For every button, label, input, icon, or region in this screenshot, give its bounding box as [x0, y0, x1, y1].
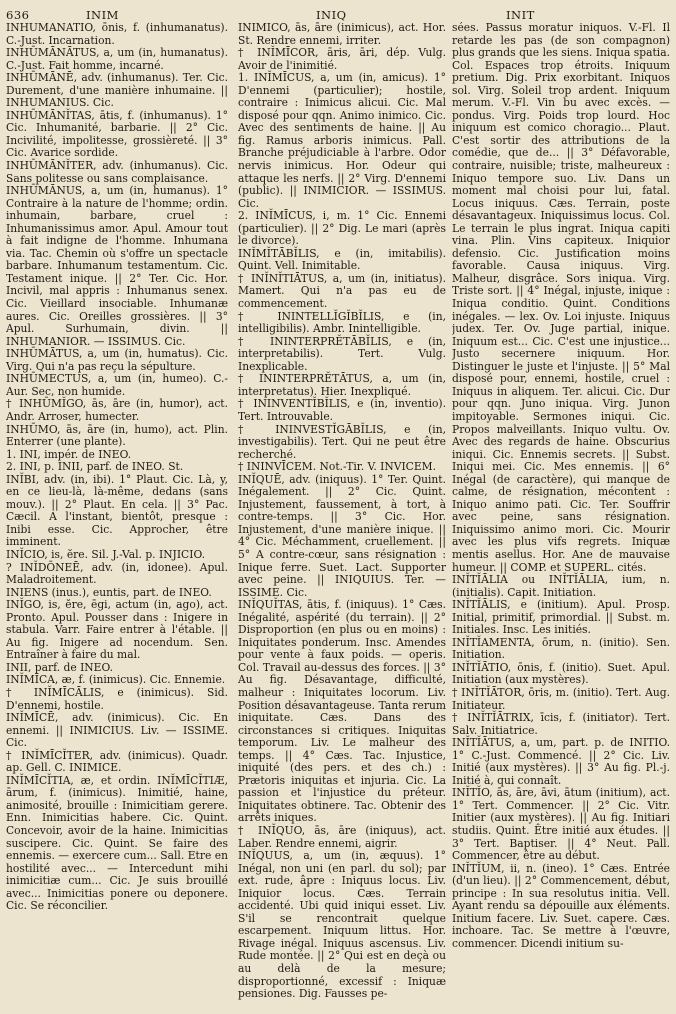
dictionary-entry: INIENS (inus.), euntis, part. de INEO.	[6, 585, 212, 599]
dictionary-entry: INHŪMĀNĀTUS, a, um (in, humanatus). C.-Just. Fait homme, incarné.	[6, 46, 228, 72]
dictionary-entry: † INHŪMĬGO, ās, āre (in, humor), act. Andr. Arroser, humecter.	[6, 397, 228, 423]
dictionary-entry: INĬGO, is, ĕre, ēgi, actum (in, ago), act. Pronto. Apul. Pousser dans : Inigere in stabula. Varr. Faire entrer à l'étable. || Au fig. Inigere ad nocendum. Sen. Entraîner à faire du mal.	[6, 598, 228, 662]
dictionary-entry: INĬBI, adv. (in, ibi). 1° Plaut. Cic. Là, y, en ce lieu-là, là-même, dedans (sans mouv.). || 2° Plaut. En cela. || 3° Pac. Cæcil. A l'instant, bientôt, presque : Inibi esse. Cic. Approcher, être imminent.	[6, 472, 228, 549]
dictionary-entry: INĬTĬAMENTA, ōrum, n. (initio). Sen. Initiation.	[452, 635, 670, 662]
column-right	[452, 22, 670, 1010]
dictionary-entry: INĬQUĬTAS, ātis, f. (iniquus). 1° Cæs. Inégalité, aspérité (du terrain). || 2° Disproportion (en plus ou en moins) : Iniquitates ponderum. Insc. Amendes pour vente à faux poids. — operis. Col. Travail au-dessus des forces. || 3° Au fig. Désavantage, difficulté, malheur : Iniquitates locorum. Liv. Position désavantageuse. Tanta rerum iniquitate. Cæs. Dans des circonstances si critiques. Iniquitas temporum. Liv. Le malheur des temps. || 4° Cæs. Tac. Injustice, iniquité (des pers. et des ch.) : Prætoris iniquitas et injuria. Cic. La passion et l'injustice du préteur. Iniquitates obtinere. Tac. Obtenir des arrêts iniques.	[238, 598, 446, 825]
dictionary-entry: † ININTERPRĔTĀTUS, a, um (in, interpretatus). Hier. Inexpliqué.	[238, 372, 446, 398]
dictionary-entry: † INĬTĬĀTOR, ōris, m. (initio). Tert. Aug. Initiateur.	[452, 685, 670, 712]
column-left	[6, 22, 228, 1010]
dictionary-entry: INĬQUĒ, adv. (iniquus). 1° Ter. Quint. Inégalement. || 2° Cic. Quint. Injustement, faussement, à tort, à contre-temps. || 3° Cic. Hor. Injustement, d'une manière inique. || 4° Cic. Méchamment, cruellement. || 5° A contre-cœur, sans résignation : Inique ferre. Suet. Lact. Supporter avec peine. || INIQUIUS. Ter. — ISSIME. Cic.	[238, 472, 446, 599]
dictionary-entry: 1. INI, impér. de INEO.	[6, 447, 132, 461]
dictionary-entry: INHŪMĀNUS, a, um (in, humanus). 1° Contraire à la nature de l'homme; ordin. inhumain, barbare, cruel : Inhumanissimus amor. Apul. Amour tout à fait indigne de l'homme. Inhumana via. Tac. Chemin où s'offre un spectacle barbare. Inhumanum testamentum. Cic. Testament inique. || 2° Ter. Cic. Hor. Incivil, mal appris : Inhumanus senex. Cic. Vieillard insociable. Inhumanæ aures. Cic. Oreilles grossières. || 3° Apul. Surhumain, divin. || INHUMANIOR. — ISSIMUS. Cic.	[6, 184, 228, 348]
dictionary-entry: INĬTĬĀLIS, e (initium). Apul. Prosp. Initial, primitif, primordial. || Subst. m. Initiales. Insc. Les initiés.	[452, 598, 670, 637]
dictionary-entry: INHŪMĀNĒ, adv. (inhumanus). Ter. Cic. Durement, d'une manière inhumaine. || INHUMANIUS. Cic.	[6, 71, 228, 110]
dictionary-entry: INHŪMĀNĬTER, adv. (inhumanus). Cic. Sans politesse ou sans complaisance.	[6, 159, 228, 185]
page-header	[0, 0, 676, 22]
dictionary-entry: 2. INI, p. INII, parf. de INEO. St.	[6, 460, 184, 474]
dictionary-entry: † ININVENTĬBĬLIS, e (in, inventio). Tert. Introuvable.	[238, 397, 446, 423]
dictionary-entry: sées. Passus moratur iniquos. V.-Fl. Il retarde les pas (de son compagnon) plus grands que les siens. Iniqua spatia. Col. Espaces trop étroits. Iniquum pretium. Dig. Prix exorbitant. Iniquos sol. Virg. Soleil trop ardent. Iniquum merum. V.-Fl. Vin bu avec excès. — pondus. Virg. Poids trop lourd. Hoc iniquum est comico choragio... Plaut. C'est sortir des attributions de la comédie, que de... || 3° Défavorable, contraire, nuisible; triste, malheureux : Iniquo tempore suo. Liv. Dans un moment mal choisi pour lui, fatal. Locus iniquus. Cæs. Terrain, poste désavantageux. Iniquissimus locus. Col. Le terrain le plus ingrat. Iniqua capiti vina. Plin. Vins capiteux. Iniquior defensio. Cic. Justification moins favorable. Causa iniquus. Virg. Malheur, disgrâce. Sors iniqua. Virg. Triste sort. || 4° Inégal, injuste, inique : Iniqua conditio. Quint. Conditions inégales. — lex. Ov. Loi injuste. Iniquus judex. Ter. Ov. Juge partial, inique. Iniquum est... Cic. C'est une injustice... Justo secernere iniquum. Hor. Distinguer le juste et l'injuste. || 5° Mal disposé pour, ennemi, hostile, cruel : Iniquus in aliquem. Ter. alicui. Cic. Dur pour qqn. Juno iniqua. Virg. Junon impitoyable. Sermones iniqui. Cic. Propos malveillants. Iniquo vultu. Ov. Avec des regards de haine. Obscurius iniqui. Cic. Ennemis secrets. || Subst. Iniqui mei. Cic. Mes ennemis. || 6° Inégal (de caractère), qui manque de calme, de résignation, mécontent : Iniquo animo pati. Cic. Ter. Souffrir avec peine, sans résignation. Iniquissimo animo mori. Cic. Mourir avec les plus vifs regrets. Iniquæ mentis asellus. Hor. Ane de mauvaise humeur. || COMP. et SUPERL. cités.	[452, 22, 670, 574]
page-number: 636	[6, 8, 30, 22]
dictionary-entry: INĬTĬO, ās, āre, āvi, ātum (initium), act. 1° Tert. Commencer. || 2° Cic. Vitr. Initier (aux mystères). || Au fig. Initiari studiis. Quint. Être initié aux études. || 3° Tert. Baptiser. || 4° Neut. Pall. Commencer, être au début.	[452, 786, 670, 863]
dictionary-entry: INĬMĪCĒ, adv. (inimicus). Cic. En ennemi. || INIMICIUS. Liv. — ISSIME. Cic.	[6, 711, 228, 750]
dictionary-entry: INHŪMO, ās, āre (in, humo), act. Plin. Enterrer (une plante).	[6, 422, 228, 449]
dictionary-entry: INHŪMECTUS, a, um (in, humeo). C.-Aur. Sec, non humide.	[6, 372, 228, 398]
dictionary-entry: † INĬMĪCĀLIS, e (inimicus). Sid. D'ennemi, hostile.	[6, 685, 228, 712]
dictionary-entry: † INĬTĬĀTRIX, īcis, f. (initiator). Tert. Salv. Initiatrice.	[452, 711, 670, 737]
dictionary-entry: 1. INĬMĪCUS, a, um (in, amicus). 1° D'ennemi (particulier); hostile, contraire : Inimicus alicui. Cic. Mal disposé pour qqn. Animo inimico. Cic. Avec des sentiments de haine. || Au fig. Ramus arboris inimicus. Pall. Branche préjudiciable à l'arbre. Odor nervis inimicus. Hor. Odeur qui attaque les nerfs. || 2° Virg. D'ennemi (public). || INIMICIOR. — ISSIMUS. Cic.	[238, 71, 446, 210]
running-head-center: INIQ	[316, 8, 347, 22]
dictionary-entry: † ININTERPRĔTĀBĬLIS, e (in, interpretabilis). Tert. Vulg. Inexplicable.	[238, 334, 446, 373]
dictionary-entry: † INĬNĬTIĀTUS, a, um (in, initiatus). Mamert. Qui n'a pas eu de commencement.	[238, 271, 446, 311]
dictionary-entry: † ININVĪCEM. Not.-Tir. V. INVICEM.	[238, 460, 437, 474]
dictionary-entry: INĬTĬĀTIO, ōnis, f. (initio). Suet. Apul. Initiation (aux mystères).	[452, 660, 670, 687]
dictionary-entry: INĬTĬĀTUS, a, um, part. p. de INITIO. 1° C.-Just. Commencé. || 2° Cic. Liv. Initié (aux mystères). || 3° Au fig. Pl.-j. Initié à, qui connaît.	[452, 736, 670, 787]
dictionary-entry: † INĬMĪCĬTER, adv. (inimicus). Quadr. ap. Gell. C. INIMICE.	[6, 748, 228, 775]
dictionary-entry: INĬMĪCO, ās, āre (inimicus), act. Hor. St. Rendre ennemi, irriter.	[238, 22, 446, 47]
column-middle	[238, 22, 446, 1010]
dictionary-entry: † INĬQUO, ās, āre (iniquus), act. Laber. Rendre ennemi, aigrir.	[238, 824, 446, 850]
dictionary-entry: † ININTELLĬGĬBĬLIS, e (in, intelligibilis). Ambr. Inintelligible.	[238, 309, 446, 336]
dictionary-entry: INII, parf. de INEO.	[6, 660, 113, 674]
dictionary-entry: INHŪMĀNĀTIO, ōnis, f. (inhumanatus). C.-Just. Incarnation.	[6, 22, 228, 47]
dictionary-entry: INHŪMĀNĬTAS, ātis, f. (inhumanus). 1° Cic. Inhumanité, barbarie. || 2° Cic. Incivilité, impolitesse, grossièreté. || 3° Cic. Avarice sordide.	[6, 108, 228, 160]
dictionary-entry: INĬTĬĀLIA ou INĬTĬĀLIA, ium, n. (initialis). Capit. Initiation.	[452, 573, 670, 599]
dictionary-entry: INĬMĪCA, æ, f. (inimicus). Cic. Ennemie.	[6, 673, 226, 687]
dictionary-entry: † INĬMĪCOR, āris, āri, dép. Vulg. Avoir de l'inimitié.	[238, 46, 446, 72]
dictionary-entry: INĬQUUS, a, um (in, æquus). 1° Inégal, non uni (en parl. du sol); par ext. rude, âpre : Iniquus locus. Liv. Iniquior locus. Cæs. Terrain accidenté. Ubi quid iniqui esset. Liv. S'il se rencontrait quelque escarpement. Iniquum littus. Hor. Rivage inégal. Iniquus ascensus. Liv. Rude montée. || 2° Qui est en deçà ou au delà de la mesure; disproportionné, excessif : Iniquæ pensiones. Dig. Fausses pe-	[238, 849, 446, 1001]
dictionary-entry: 2. INĬMĪCUS, i, m. 1° Cic. Ennemi (particulier). || 2° Dig. Le mari (après le divorce).	[238, 209, 446, 248]
running-head-right: INIT	[506, 8, 535, 22]
dictionary-entry: † ININVESTĬGĀBĬLIS, e (in, investigabilis). Tert. Qui ne peut être recherché.	[238, 422, 446, 461]
dictionary-entry: ? INĬDŌNEĒ, adv. (in, idonee). Apul. Maladroitement.	[6, 560, 228, 587]
running-head-left: INIM	[86, 8, 119, 22]
dictionary-entry: INĬCIO, is, ĕre. Sil. J.-Val. p. INJICIO.	[6, 547, 205, 561]
dictionary-entry: INHŪMĀTUS, a, um (in, humatus). Cic. Virg. Qui n'a pas reçu la sépulture.	[6, 347, 228, 373]
dictionary-entry: INĬMĬTĀBĬLIS, e (in, imitabilis). Quint. Vell. Inimitable.	[238, 246, 446, 273]
dictionary-entry: INĬMĪCĬTIA, æ, et ordin. INĬMĪCĬTIÆ, ārum, f. (inimicus). Inimitié, haine, animosité, brouille : Inimicitiam gerere. Enn. Inimicitias habere. Cic. Quint. Concevoir, avoir de la haine. Inimicitias suscipere. Cic. Quint. Se faire des ennemis. — exercere cum... Sall. Etre en hostilité avec... — Intercedunt mihi inimicitiæ cum... Cic. Je suis brouillé avec... Inimicitias ponere ou deponere. Cic. Se réconcilier.	[6, 773, 228, 913]
dictionary-entry: INĬTĬUM, ii, n. (ineo). 1° Cæs. Entrée (d'un lieu). || 2° Commencement, début, principe : In sua resolutus initia. Vell. Ayant rendu sa dépouille aux éléments. Initium facere. Liv. Suet. capere. Cæs. inchoare. Tac. Se mettre à l'œuvre, commencer. Dicendi initium su-	[452, 861, 670, 950]
